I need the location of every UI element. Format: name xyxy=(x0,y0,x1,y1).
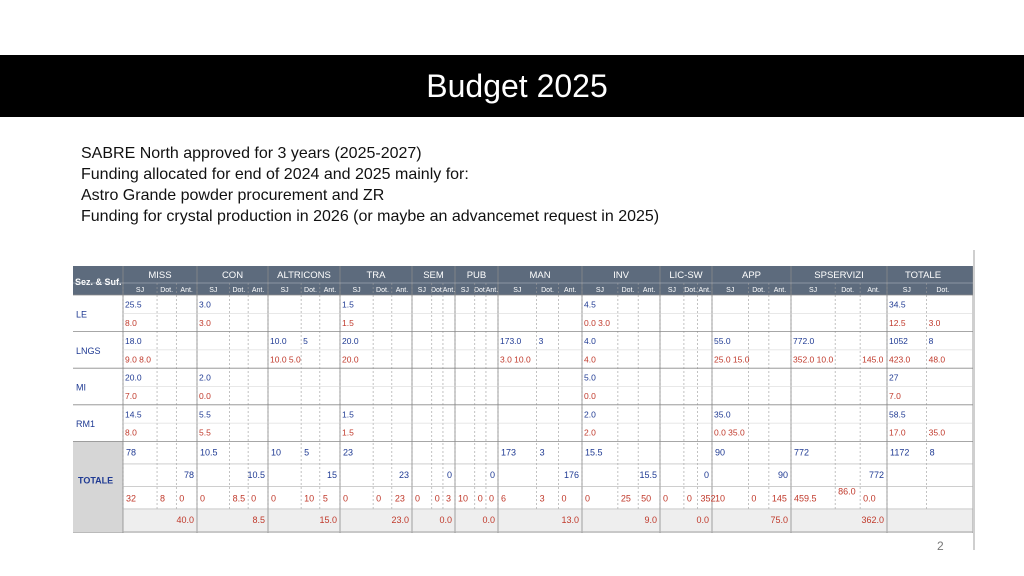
totale-row3-cell: 0 xyxy=(585,493,591,504)
budget-table-svg xyxy=(73,266,973,533)
totale-row3-cell: 0 xyxy=(343,493,349,504)
totale-row3-cell: 0.0 xyxy=(863,493,876,504)
column-group-header: ALTRICONS xyxy=(277,270,331,281)
sub-column-header: Ant. xyxy=(395,287,409,294)
table-cell: 20.0 xyxy=(342,354,359,365)
sub-column-header: Dot. xyxy=(473,287,487,294)
sub-column-header: Dot. xyxy=(621,287,635,294)
page-number: 2 xyxy=(937,539,944,553)
sub-column-header: SJ xyxy=(460,287,469,294)
sub-column-header: Ant. xyxy=(442,287,456,294)
text-line-2: Funding allocated for end of 2024 and 2025 mainly for: xyxy=(81,166,469,183)
table-cell: 0.0 3.0 xyxy=(584,317,610,328)
table-cell: 352.0 10.0 xyxy=(793,354,834,365)
totale-row3-cell: 10 xyxy=(715,493,726,504)
text-line-3: Astro Grande powder procurement and ZR xyxy=(81,187,385,204)
table-cell: 35.0 xyxy=(928,427,946,438)
sub-column-header: SJ xyxy=(726,287,735,294)
totale-row3-cell: 25 xyxy=(620,493,631,504)
sub-column-header: Ant. xyxy=(251,287,265,294)
table-cell: 1.5 xyxy=(342,409,354,420)
table-cell: 5.0 xyxy=(584,372,596,383)
totale-row2-cell: 23 xyxy=(398,469,409,480)
table-cell: 12.5 xyxy=(889,317,906,328)
table-cell: 2.0 xyxy=(584,427,596,438)
totale-row1-cell: 10.5 xyxy=(200,447,218,458)
totale-row3-cell: 0 xyxy=(663,493,669,504)
sub-column-header: SJ xyxy=(595,287,605,294)
sub-column-header: Dot. xyxy=(160,287,174,294)
row-label-rm1: RM1 xyxy=(76,419,96,430)
sub-column-header: Dot. xyxy=(304,287,317,294)
totale-row3-cell: 0 xyxy=(488,493,494,504)
totale-row4-cell: 40.0 xyxy=(176,514,194,525)
totale-row1-cell: 15.5 xyxy=(585,447,603,458)
totale-label: TOTALE xyxy=(78,475,114,486)
column-group-header: APP xyxy=(741,270,762,281)
table-cell: 4.0 xyxy=(584,354,596,365)
totale-row3-cell: 50 xyxy=(641,493,652,504)
sub-column-header: SJ xyxy=(135,287,145,294)
sub-column-header: SJ xyxy=(417,287,426,294)
table-cell: 35.0 xyxy=(714,409,731,420)
column-group-header: TOTALE xyxy=(904,270,942,281)
totale-row1-cell: 173 xyxy=(501,447,517,458)
totale-row4-cell: 362.0 xyxy=(861,514,884,525)
totale-row2-cell: 10.5 xyxy=(247,469,265,480)
title-bar xyxy=(0,55,1024,117)
totale-row2-cell: 0 xyxy=(446,469,452,480)
table-cell: 0.0 xyxy=(199,391,211,401)
column-group-header: INV xyxy=(613,270,629,281)
column-group-header: LIC-SW xyxy=(669,270,703,281)
table-cell: 8 xyxy=(928,336,934,347)
totale-row4-cell: 8.5 xyxy=(252,514,265,525)
totale-subtotal-bg xyxy=(123,509,973,533)
table-cell: 10.0 5.0 xyxy=(270,354,301,365)
totale-row3-cell: 459.5 xyxy=(794,493,817,504)
sub-column-header: Dot. xyxy=(430,287,444,294)
slide-text xyxy=(81,143,659,227)
table-cell: 27 xyxy=(889,372,899,383)
totale-row3-cell: 0 xyxy=(251,493,257,504)
slide-title: Budget 2025 xyxy=(426,67,608,104)
totale-row3-cell: 0 xyxy=(376,493,382,504)
table-cell: 18.0 xyxy=(125,336,142,347)
sub-column-header: Ant. xyxy=(180,287,193,294)
sub-column-header: Dot. xyxy=(841,287,855,294)
totale-row2-cell: 78 xyxy=(183,469,194,480)
totale-row3-cell: 32 xyxy=(126,493,137,504)
totale-row1-cell: 772 xyxy=(794,447,810,458)
table-cell: 8.0 xyxy=(125,427,137,438)
totale-row3-cell: 5 xyxy=(322,493,328,504)
table-cell: 8.0 xyxy=(125,317,137,328)
totale-row3-cell: 352 xyxy=(700,493,716,504)
text-line-4: Funding for crystal production in 2026 (or maybe an advancemet request in 2025) xyxy=(81,208,660,225)
text-line-1: SABRE North approved for 3 years (2025-2027) xyxy=(81,145,422,162)
table-cell: 0.0 35.0 xyxy=(714,427,745,438)
totale-row3-cell: 10 xyxy=(304,493,315,504)
table-cell: 17.0 xyxy=(889,427,906,438)
column-group-header: TRA xyxy=(366,270,386,281)
sub-column-header: Ant. xyxy=(564,287,577,294)
totale-row4-cell: 23.0 xyxy=(391,514,409,525)
totale-row4-cell: 13.0 xyxy=(561,514,579,525)
table-cell: 3.0 xyxy=(199,299,211,310)
table-cell: 3 xyxy=(538,336,544,347)
table-cell: 34.5 xyxy=(889,299,906,310)
totale-row3-cell: 8 xyxy=(160,493,166,504)
totale-row3-cell: 0 xyxy=(686,493,692,504)
sub-column-header: Dot. xyxy=(232,287,246,294)
table-cell: 173.0 xyxy=(500,336,522,347)
totale-row3-cell: 145 xyxy=(771,493,787,504)
corner-label: Sez. & Suf. xyxy=(75,277,122,287)
sub-column-header: Dot. xyxy=(752,287,766,294)
row-label-mi: MI xyxy=(76,382,86,393)
table-cell: 9.0 8.0 xyxy=(125,354,151,365)
totale-row3-cell: 0 xyxy=(477,493,483,504)
totale-row3-cell: 3 xyxy=(539,493,545,504)
totale-row4-cell: 0.0 xyxy=(482,514,495,525)
row-label-lngs: LNGS xyxy=(76,345,101,356)
totale-row1-cell: 78 xyxy=(126,447,137,458)
totale-label-bg xyxy=(73,441,123,533)
column-group-header: MISS xyxy=(148,270,172,281)
table-cell: 7.0 xyxy=(125,391,137,401)
totale-row2-cell: 0 xyxy=(703,469,709,480)
budget-table xyxy=(73,266,973,533)
table-cell: 3.0 10.0 xyxy=(500,354,531,365)
column-group-header: PUB xyxy=(466,270,487,281)
table-cell: 1.5 xyxy=(342,299,354,310)
table-cell: 4.0 xyxy=(584,336,596,347)
totale-row3-cell: 0 xyxy=(561,493,567,504)
table-cell: 20.0 xyxy=(342,336,359,347)
totale-row3-cell: 8.5 xyxy=(232,493,246,504)
table-cell: 423.0 xyxy=(889,354,911,365)
table-cell: 7.0 xyxy=(889,391,901,401)
sub-column-header: Ant. xyxy=(773,287,787,294)
table-cell: 2.0 xyxy=(584,409,596,420)
sub-column-header: Ant. xyxy=(698,287,711,294)
totale-row1-cell: 23 xyxy=(343,447,354,458)
column-group-header: MAN xyxy=(529,270,551,281)
column-group-header: SEM xyxy=(423,270,444,281)
table-cell: 2.0 xyxy=(199,372,211,383)
table-cell: 0.0 xyxy=(584,391,596,401)
sub-column-header: Dot. xyxy=(936,287,950,294)
totale-row3-cell: 0 xyxy=(200,493,206,504)
sub-column-header: Ant. xyxy=(323,287,337,294)
sub-column-header: SJ xyxy=(667,287,677,294)
table-cell: 20.0 xyxy=(125,372,142,383)
table-cell: 55.0 xyxy=(714,336,731,347)
row-label-le: LE xyxy=(76,309,88,320)
totale-row1-cell: 90 xyxy=(715,447,726,458)
table-cell: 1.5 xyxy=(342,427,354,438)
totale-row3-cell: 10 xyxy=(458,493,469,504)
table-cell: 10.0 xyxy=(270,336,287,347)
table-cell: 5.5 xyxy=(199,427,211,438)
totale-row3-cell: 0 xyxy=(179,493,185,504)
totale-row4-cell: 0.0 xyxy=(439,514,452,525)
table-cell: 772.0 xyxy=(793,336,815,347)
totale-row3-cell: 23 xyxy=(394,493,405,504)
table-cell: 14.5 xyxy=(125,409,142,420)
sub-column-header: Ant. xyxy=(867,287,880,294)
totale-row3-cell: 6 xyxy=(501,493,507,504)
sub-column-header: SJ xyxy=(902,287,911,294)
totale-row1-cell: 3 xyxy=(539,447,545,458)
totale-row1-cell: 1172 xyxy=(890,447,910,458)
totale-row2-cell: 15.5 xyxy=(639,469,657,480)
totale-row2-cell: 90 xyxy=(777,469,788,480)
sub-column-header: Ant. xyxy=(485,287,499,294)
table-cell: 1052 xyxy=(889,336,908,347)
sub-column-header: Dot. xyxy=(541,287,554,294)
totale-row4-cell: 15.0 xyxy=(319,514,337,525)
sub-column-header: Dot. xyxy=(376,287,389,294)
totale-row3-cell: 86.0 xyxy=(838,486,856,497)
totale-row2-cell: 176 xyxy=(563,469,579,480)
sub-column-header: SJ xyxy=(280,287,289,294)
totale-row4-cell: 75.0 xyxy=(770,514,788,525)
totale-row2-cell: 15 xyxy=(326,469,337,480)
totale-row1-cell: 10 xyxy=(271,447,282,458)
totale-row4-cell: 9.0 xyxy=(644,514,657,525)
slide-edge-line xyxy=(973,250,975,550)
sub-column-header: SJ xyxy=(808,287,818,294)
table-cell: 48.0 xyxy=(928,354,946,365)
totale-row3-cell: 0 xyxy=(271,493,277,504)
totale-row3-cell: 3 xyxy=(445,493,451,504)
sub-column-header: SJ xyxy=(209,287,218,294)
table-cell: 5.5 xyxy=(199,409,211,420)
sub-column-header: Dot. xyxy=(684,287,698,294)
table-cell: 58.5 xyxy=(889,409,906,420)
table-cell: 1.5 xyxy=(342,317,354,328)
column-group-header: SPSERVIZI xyxy=(814,270,864,281)
totale-row2-cell: 772 xyxy=(868,469,884,480)
column-group-header: CON xyxy=(221,270,244,281)
totale-row3-cell: 0 xyxy=(434,493,440,504)
totale-row4-cell: 0.0 xyxy=(696,514,709,525)
sub-column-header: SJ xyxy=(352,287,361,294)
table-cell: 4.5 xyxy=(584,299,596,310)
sub-column-header: SJ xyxy=(513,287,522,294)
table-cell: 3.0 xyxy=(928,317,941,328)
table-cell: 3.0 xyxy=(199,317,211,328)
totale-row3-cell: 0 xyxy=(751,493,757,504)
totale-row3-cell: 0 xyxy=(415,493,421,504)
table-cell: 25.0 15.0 xyxy=(714,354,750,365)
totale-row1-cell: 5 xyxy=(304,447,310,458)
table-cell: 25.5 xyxy=(125,299,142,310)
totale-row1-cell: 8 xyxy=(929,447,935,458)
totale-row2-cell: 0 xyxy=(489,469,495,480)
table-cell: 145.0 xyxy=(862,354,884,365)
table-cell: 5 xyxy=(303,336,308,347)
sub-column-header: Ant. xyxy=(642,287,656,294)
